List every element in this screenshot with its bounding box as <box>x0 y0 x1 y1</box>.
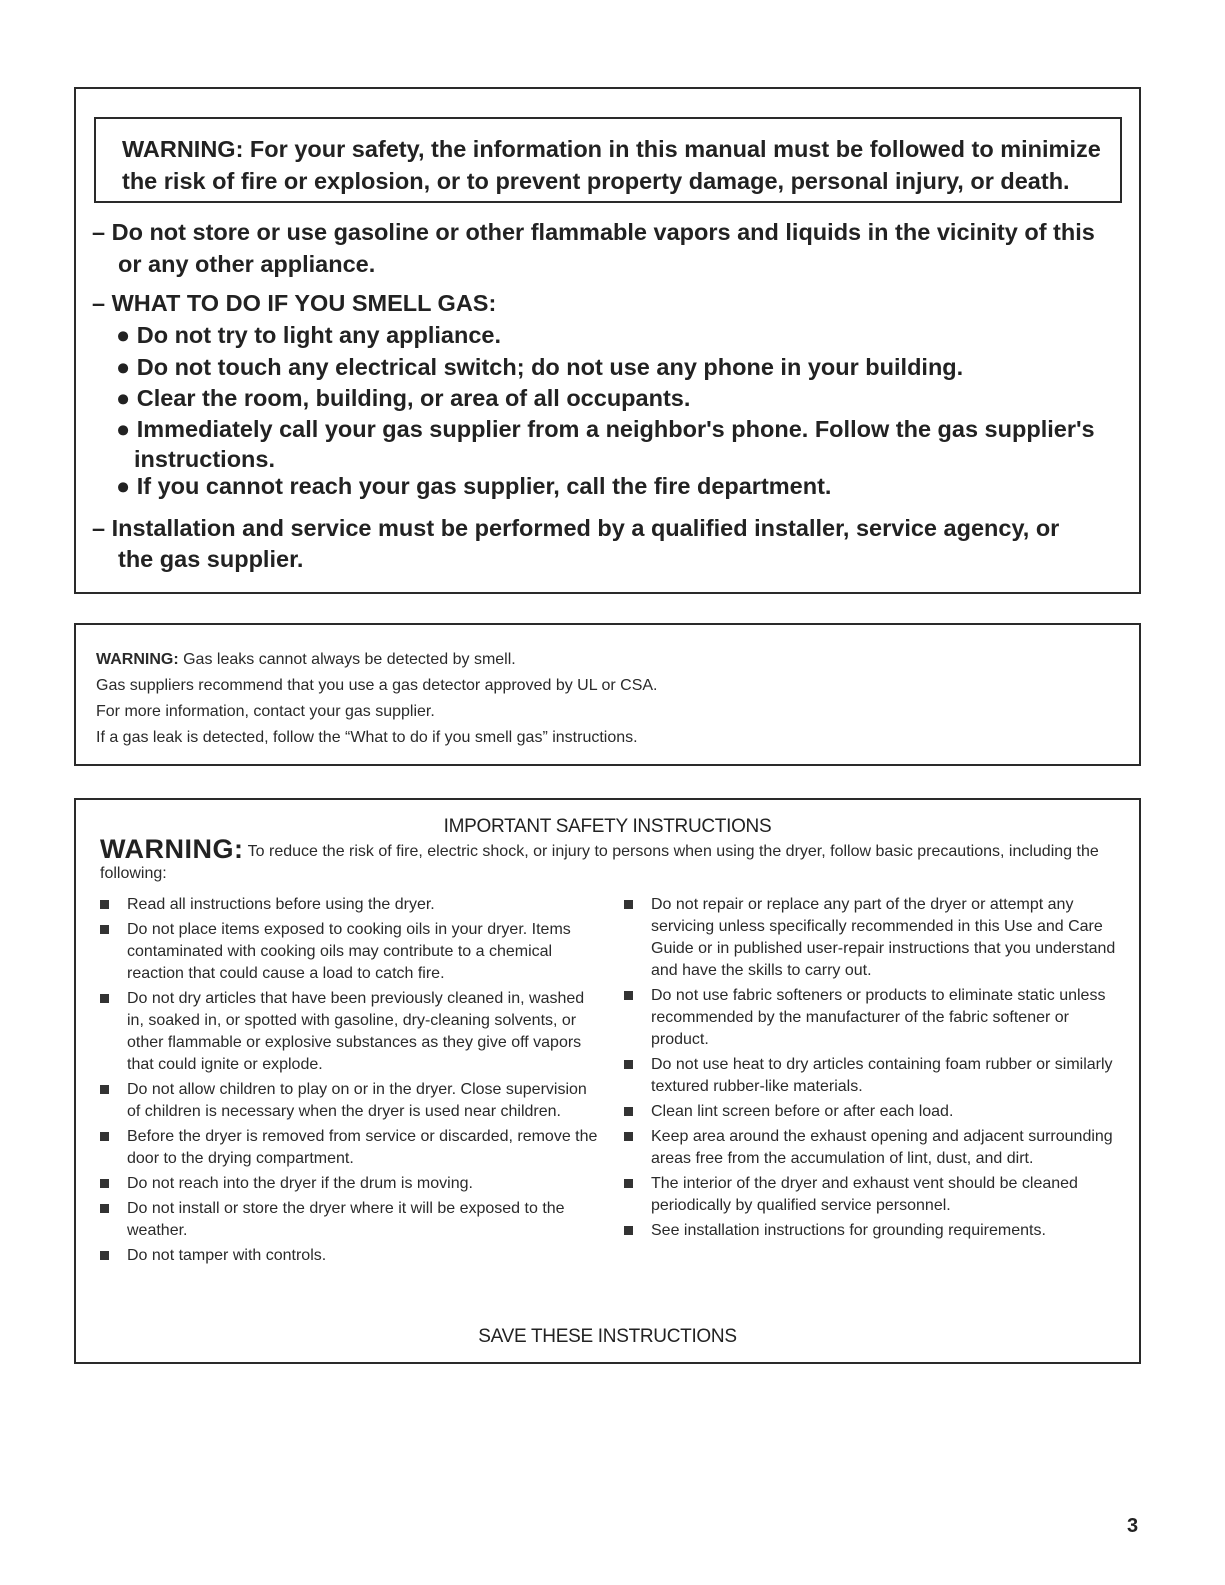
gas-leak-warning-text <box>96 647 657 751</box>
instruction-item: See installation instructions for grounding requirements. <box>624 1220 1129 1242</box>
instructions-right-column <box>624 894 1129 1245</box>
gas-leak-line: If a gas leak is detected, follow the “What to do if you smell gas” instructions. <box>96 729 638 746</box>
bullet-square-icon <box>100 994 109 1003</box>
instruction-item: The interior of the dryer and exhaust vent should be cleaned periodically by qualified service personnel. <box>624 1173 1129 1217</box>
safety-warning-header-line: the risk of fire or explosion, or to prevent property damage, personal injury, or death. <box>122 168 1070 194</box>
dryer-warning-word: WARNING: <box>100 834 244 864</box>
instruction-item: Do not repair or replace any part of the dryer or attempt any servicing unless specifically recommended in this Use and Care Guide or in published user-repair instructions that you understand and have the skills to carry out. <box>624 894 1129 982</box>
bullet-square-icon <box>100 900 109 909</box>
smell-gas-heading: – WHAT TO DO IF YOU SMELL GAS: <box>92 290 497 316</box>
safety-warning-header-line: WARNING: For your safety, the information in this manual must be followed to minimize <box>122 136 1101 162</box>
gas-step: ● Do not touch any electrical switch; do not use any phone in your building. <box>116 354 964 380</box>
instructions-left-column <box>100 894 600 1270</box>
gas-step: ● Clear the room, building, or area of all occupants. <box>116 385 691 411</box>
gas-leak-line: For more information, contact your gas supplier. <box>96 703 435 720</box>
instruction-item: Do not install or store the dryer where it will be exposed to the weather. <box>100 1198 600 1242</box>
instruction-item: Do not use fabric softeners or products to eliminate static unless recommended by the manufacturer of the fabric softener or product. <box>624 985 1129 1051</box>
bullet-square-icon <box>100 1204 109 1213</box>
gas-leak-warning-box <box>74 623 1141 766</box>
bullet-square-icon <box>624 900 633 909</box>
gas-safety-warning-box <box>74 87 1141 594</box>
gas-leak-line: WARNING: Gas leaks cannot always be detected by smell. <box>96 651 516 668</box>
instruction-item: Read all instructions before using the dryer. <box>100 894 600 916</box>
flammable-vapors-item: – Do not store or use gasoline or other flammable vapors and liquids in the vicinity of this <box>92 219 1095 245</box>
instruction-item: Do not tamper with controls. <box>100 1245 600 1267</box>
safety-warning-header <box>94 117 1122 203</box>
gas-step: ● If you cannot reach your gas supplier, call the fire department. <box>116 473 832 499</box>
bullet-square-icon <box>100 1132 109 1141</box>
gas-step: ● Immediately call your gas supplier from a neighbor's phone. Follow the gas supplier's <box>116 416 1095 442</box>
page-number: 3 <box>1127 1515 1139 1537</box>
bullet-square-icon <box>100 1085 109 1094</box>
installation-item: – Installation and service must be performed by a qualified installer, service agency, or <box>92 515 1060 541</box>
instruction-item: Do not place items exposed to cooking oils in your dryer. Items contaminated with cooking oils may contribute to a chemical reaction that could cause a load to catch fire. <box>100 919 600 985</box>
bullet-square-icon <box>100 925 109 934</box>
gas-step-cont: instructions. <box>134 446 276 472</box>
instruction-item: Do not allow children to play on or in the dryer. Close supervision of children is necessary when the dryer is used near children. <box>100 1079 600 1123</box>
instruction-item: Do not dry articles that have been previously cleaned in, washed in, soaked in, or spotted with gasoline, dry-cleaning solvents, or other flammable or explosive substances as they give off vapors that could ignite or explode. <box>100 988 600 1076</box>
dryer-warning-intro: WARNING: To reduce the risk of fire, electric shock, or injury to persons when using the dryer, follow basic precautions, including the following: <box>100 834 1099 882</box>
bullet-square-icon <box>100 1179 109 1188</box>
bullet-square-icon <box>624 1060 633 1069</box>
bullet-square-icon <box>624 991 633 1000</box>
gas-step: ● Do not try to light any appliance. <box>116 322 501 348</box>
gas-leak-warning-label: WARNING: <box>96 651 179 668</box>
bullet-square-icon <box>624 1132 633 1141</box>
instruction-item: Before the dryer is removed from service or discarded, remove the door to the drying compartment. <box>100 1126 600 1170</box>
important-safety-title: IMPORTANT SAFETY INSTRUCTIONS <box>443 816 772 837</box>
instruction-item: Do not reach into the dryer if the drum is moving. <box>100 1173 600 1195</box>
instruction-item: Clean lint screen before or after each load. <box>624 1101 1129 1123</box>
bullet-square-icon <box>100 1251 109 1260</box>
important-safety-instructions-box <box>74 798 1141 1364</box>
instruction-item: Keep area around the exhaust opening and adjacent surrounding areas free from the accumulation of lint, dust, and dirt. <box>624 1126 1129 1170</box>
bullet-square-icon <box>624 1226 633 1235</box>
bullet-square-icon <box>624 1179 633 1188</box>
flammable-vapors-item-cont: or any other appliance. <box>118 251 376 277</box>
bullet-square-icon <box>624 1107 633 1116</box>
save-instructions-title: SAVE THESE INSTRUCTIONS <box>478 1326 737 1347</box>
installation-item-cont: the gas supplier. <box>118 546 304 572</box>
gas-leak-line: Gas suppliers recommend that you use a gas detector approved by UL or CSA. <box>96 677 658 694</box>
instruction-item: Do not use heat to dry articles containing foam rubber or similarly textured rubber-like materials. <box>624 1054 1129 1098</box>
